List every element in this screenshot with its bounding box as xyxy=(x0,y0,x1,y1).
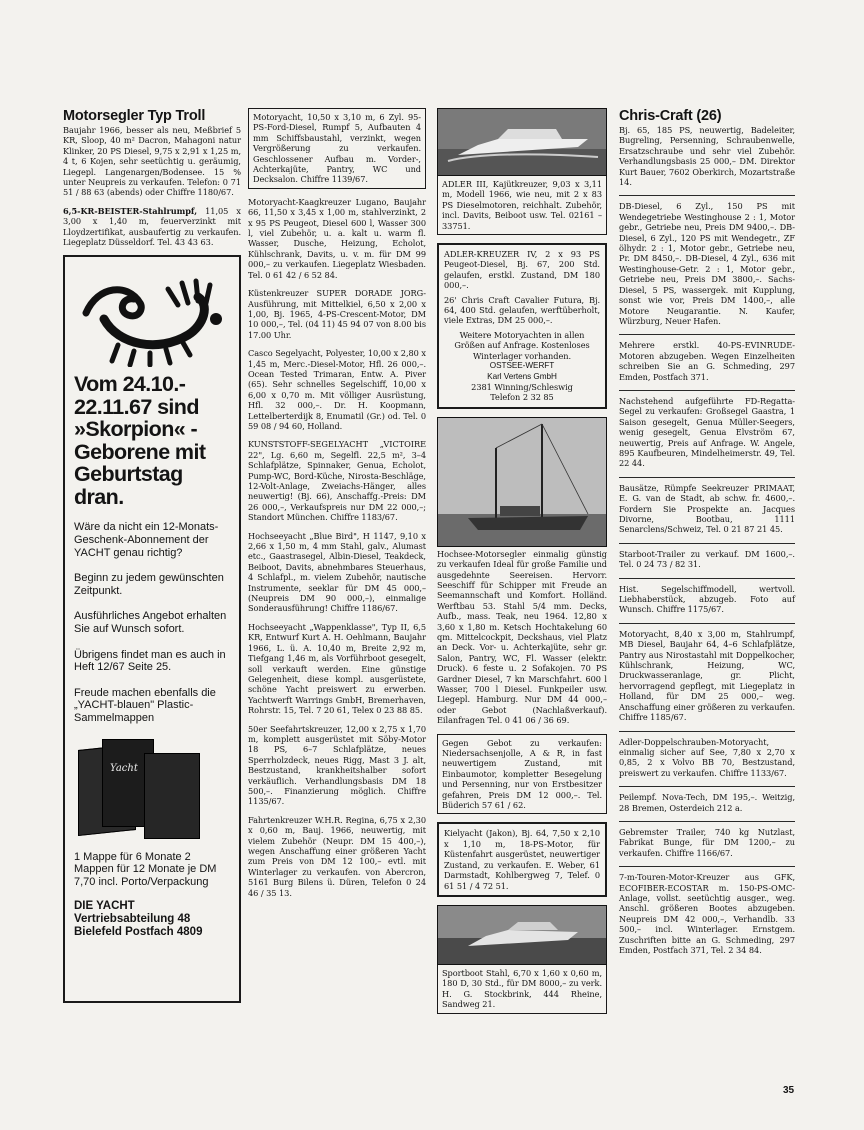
ad-peilempf: Peilempf. Nova-Tech, DM 195,–. Weitzig, 28 Bremen, Osterdeich 212 a. xyxy=(619,792,795,813)
ad-chris-craft-cavalier: 26' Chris Craft Cavalier Futura, Bj. 64, 400 Std. gelaufen, werftüberholt, viele Extras, DM 25 000,–. xyxy=(444,294,600,326)
ad-weitere-motoryachten: Weitere Motoryachten in allen Größen auf Anfrage. Kostenloses Winterlager vorhanden. xyxy=(454,329,590,361)
ad-chris-craft-26: Bj. 65, 185 PS, neuwertig, Badeleiter, Bugreling, Persenning, Schraubenwelle, Ersatzschraube und sehr viel Zubehör. Verhandlungsbasis 25 000,– DM. Direktor Kurt Bauer, 7602 Oberkirch, Mozartstraße 14. xyxy=(619,125,795,188)
column-1 xyxy=(63,108,241,1003)
divider xyxy=(619,731,795,732)
subscription-promo-box xyxy=(63,255,241,1003)
promo-text-1: Wäre da nicht ein 12-Monats-Geschenk-Abonnement der YACHT genau richtig? xyxy=(74,521,219,559)
ad-segelschiffmodell: Hist. Segelschiffmodell, wertvoll. Liebhaberstück, abzugeb. Foto auf Wunsch. Chiffre 1175/67. xyxy=(619,583,795,615)
column-2 xyxy=(248,108,426,906)
ad-hochsee-motorsegler: Hochsee-Motorsegler einmalig günstig zu verkaufen Ideal für große Familie und ausgedehnte Seereisen. Hervorr. Seeschiff für Schipper mit Freude an Seemannschaft und Komfort. Holländ. Werftbau 53. Stahl 5/4 mm. Decks, Aufb., mass. Teak, neu 1964. 12,80 x 3,60 x 1,80 m. Ketsch Hochtakelung 60 qm. Mittelcockpit, Deckshaus, viel Platz an Deck. Vor- u. Achterkajüte, sehr gr. Salon, Pantry, WC, Fl. Wasser (elektr. Druck). 6 feste u. 2 Sofakojen. 70 PS Gardner Diesel, 7 kn Marschfahrt. 600 l Wasser, 700 l Diesel. Funkpeiler usw. Liegepl. Hamburg. Nur DM 44 000,– oder Gebot (Nachlaßverkauf). Eilanfragen Tel. 0 41 06 / 36 69. xyxy=(437,548,607,726)
divider xyxy=(619,866,795,867)
ad-blue-bird: Hochseeyacht „Blue Bird", H 1147, 9,10 x 2,66 x 1,50 m, 4 mm Stahl, galv., Alumast etc., Gaastrasegel, Albin-Diesel, Teakdeck, Beiboot, Davits, abnehmbares Steuerhaus, 4 Schlafpl., m. vielem Zubehör, nautische Instrumente, seeklar für DM 45 000,– (Neupreis DM 90 000,–), einmalige Sonderausführung! Chiffre 1186/67. xyxy=(248,530,426,614)
ketch-photo-icon xyxy=(438,418,606,546)
heading-chris-craft: Chris-Craft (26) xyxy=(619,108,722,124)
ad-adler-iii: ADLER III, Kajütkreuzer, 9,03 x 3,11 m, Modell 1966, wie neu, mit 2 x 83 PS Dieselmotoren, reichhalt. Zubehör, incl. Davits, Beiboot usw. Tel. 02161 – 33751. xyxy=(437,176,607,235)
ad-niedersachsenjolle: Gegen Gebot zu verkaufen: Niedersachsenjolle, A & R, in fast neuwertigem Zustand, mit Einbaumotor, kompletter Besegelung und Persenning, nur von Erstbesitzer gefahren, Preis DM 12 000,–. Tel. Büderich 57 61 / 62. xyxy=(437,734,607,815)
ad-kaagkreuzer-lugano: Motoryacht-Kaagkreuzer Lugano, Baujahr 66, 11,50 x 3,45 x 1,00 m, stahlverzinkt, 2 x 95 PS Peugeot, Diesel 600 l, Wasser 300 l, viel Zubehör, u. a. kalt u. warm fl. Wasser, Dusche, Heizung, Echolot, Kühlschrank, Davits, u. v. m. für DM 99 000,– zu verkaufen. Liegeplatz Wiesbaden. Tel. 0 61 42 / 6 52 84. xyxy=(248,196,426,280)
divider xyxy=(619,786,795,787)
ad-adler-doppelschrauben: Adler-Doppelschrauben-Motoryacht, einmalig sicher auf See, 7,80 x 2,70 x 0,85, 2 x Volvo BB 70, Bestzustand, preiswert zu verkaufen. Chiffre 1133/67. xyxy=(619,736,795,778)
ad-touren-motor-kreuzer: 7-m-Touren-Motor-Kreuzer aus GFK, ECOFIBER-ECOSTAR m. 150-PS-OMC-Anlage, vollst. seetüchtig ausger., weg. Anschl. größeren Bootes abzugeben. Neupreis DM 42 000,–, Verhandlb. 33 500,– incl. Winterlager. Ernstgem. Zuschriften bitte an G. Schmeding, 297 Emden, Postfach 371, Tel. 2 34 84. xyxy=(619,872,795,955)
promo-headline: Vom 24.10.- 22.11.67 sind »Skorpion« -Geborene mit Geburtstag dran. xyxy=(74,372,206,509)
ad-motoryacht-stahlrumpf: Motoryacht, 8,40 x 3,00 m, Stahlrumpf, MB Diesel, Baujahr 64, 4–6 Schlafplätze, Pantry aus Nirostastahl mit Doppelkocher, Kühlschrank, Heizung, WC, Druckwasseranlage, gr. Plicht, hervorragend gepflegt, mit Liegeplatz in Holland, für DM 25 000,– weg. Anschaffung einer größeren zu verkaufen. Chiffre 1185/67. xyxy=(619,628,795,723)
ad-starboot-trailer: Starboot-Trailer zu verkauf. DM 1600,–. Tel. 0 24 73 / 82 31. xyxy=(619,548,795,570)
ad-motoryacht-ford: Motoryacht, 10,50 x 3,10 m, 6 Zyl. 95-PS-Ford-Diesel, Rumpf 5, Aufbauten 4 mm Schiffsbaustahl, verzinkt, wegen Vergrößerung zu verkaufen. Geschlossener Aufbau m. Vorder-, Achterkajüte, Pantry, WC und Decksalon. Chiffre 1139/67. xyxy=(248,108,426,189)
promo-text-2: Beginn zu jedem gewünschten Zeitpunkt. xyxy=(74,572,224,597)
divider xyxy=(619,578,795,579)
ad-beister-title: 6,5-KR-BEISTER-Stahlrumpf, xyxy=(63,205,198,216)
werft-tel: Telefon 2 32 85 xyxy=(490,392,554,403)
ad-db-diesel: DB-Diesel, 6 Zyl., 150 PS mit Wendegetriebe Westinghouse 2 : 1, Motor gebr., Getriebe neu, Preis DM 9400,–. DB-Diesel, 6 Zyl., 120 PS mit Wendegetr., ZF ölhydr. 2 : 1, Motor gebr., Getriebe neu, Pr. DM 8450,–. DB-Diesel, 4 Zyl., 636 mit Westinghouse-Getr. 2 : 1, Motor gebr., Getriebe neu, Preis DM 3800,–. Sachs-Diesel, 5 PS, wassergek. mit Kupplung, sonst wie vor, Preis DM 1400,–, alle Motore Neugarantie. N. Kaufer, Würzburg, Neuer Hafen. xyxy=(619,201,795,326)
promo-address: DIE YACHT Vertriebsabteilung 48 Bielefeld Postfach 4809 xyxy=(74,900,203,939)
ad-beister xyxy=(63,206,241,248)
divider xyxy=(619,477,795,478)
divider xyxy=(619,195,795,196)
ad-gebremster-trailer: Gebremster Trailer, 740 kg Nutzlast, Fabrikat Bunge, für DM 1200,– zu verkaufen. Chiffre 1166/67. xyxy=(619,826,795,858)
scorpion-logo-icon xyxy=(78,275,228,367)
ad-ostsee-werft xyxy=(437,243,607,409)
divider xyxy=(619,623,795,624)
divider xyxy=(619,543,795,544)
ad-bausaetze-primaat: Bausätze, Rümpfe Seekreuzer PRIMAAT, E. G. van de Stadt, ab schw. fr. 4600,–. Fordern Sie Prospekte an. Jacques Divorne, Bootbau, 1111 Senarclens/Schweiz, Tel. 0 21 87 21 45. xyxy=(619,482,795,535)
promo-text-3: Ausführliches Angebot erhalten Sie auf Wunsch sofort. xyxy=(74,610,227,636)
promo-text-5: Freude machen ebenfalls die „YACHT-blauen" Plastic-Sammelmappen xyxy=(74,686,216,724)
ad-fd-regatta-segel: Nachstehend aufgeführte FD-Regatta-Segel zu verkaufen: Großsegel Gaastra, 1 Saison gesegelt, Genua Müller-Seegers, wenig gesegelt, Genua Elvström 67, neuwertig, Preis auf Anfrage. W. Angele, 895 Kaufbeuren, Mindelheimerstr. 49, Tel. 22 44. xyxy=(619,395,795,469)
werft-company: Karl Vertens GmbH xyxy=(487,371,557,381)
binder-image xyxy=(74,733,230,841)
ad-troll: Baujahr 1966, besser als neu, Meßbrief 5 KR, Sloop, 40 m² Dacron, Mahagoni natur Klinker, 20 PS Diesel, 9,75 x 2,91 x 1,25 m, 4 t, 6 Kojen, sehr seetüchtig u. geräumig, Liegepl. Langenargen/Bodensee. 15 % unter Neupreis zu verkaufen. Telefon: 0 71 51 / 88 63 (abends) oder Chiffre 1180/67. xyxy=(63,125,241,198)
motorboat-photo-icon xyxy=(438,109,606,175)
ad-kielyacht-jakon: Kielyacht (Jakon), Bj. 64, 7,50 x 2,10 x 1,10 m, 18-PS-Motor, für Küstenfahrt ausgerüstet, neuwertiger Zustand, zu verkaufen. E. Weber, 61 Darmstadt, Kohlbergweg 7, Telef. 0 61 51 / 4 72 51. xyxy=(437,822,607,896)
ad-adler-iv: ADLER-KREUZER IV, 2 x 93 PS Peugeot-Diesel, Bj. 67, 200 Std. gelaufen, erstkl. Zustand, DM 180 000,–. xyxy=(444,249,600,291)
photo-hochsee-motorsegler xyxy=(437,417,607,547)
heading-motorsegler-troll: Motorsegler Typ Troll xyxy=(63,108,206,124)
ad-victoire-22: KUNSTSTOFF-SEGELYACHT „VICTOIRE 22", Lg. 6,60 m, Segelfl. 22,5 m², 3–4 Schlafplätze, Spinnaker, Genua, Echolot, Pump-WC, Bord-Küche, Nirosta-Beschläge, 12-Volt-Anlage, Zweiachs-Hänger, alles neuwertig! (Bj. 66), Anschaffg.-Preis: DM 26 000,–, Verkaufspreis nur DM 22 000,–; Standort München. Chiffre 1183/67. xyxy=(248,439,426,523)
binder-label: Yacht xyxy=(110,762,138,774)
ad-wappenklasse: Hochseeyacht „Wappenklasse", Typ II, 6,5 KR, Entwurf Kurt A. H. Oehlmann, Baujahr 1966, L. ü. A. 10,40 m, Breite 2,92 m, Tiefgang 1,46 m, als Vorführboot gesegelt, soll verkauft werden. Eine günstige Gelegenheit, diese kompl. ausgerüstete, schöne Yacht preiswert zu erwerben. Yachtwerft Warrings GmbH, Bremerhaven, Rohrstr. 15, Tel. 7 20 61, Telex 0 23 88 85. xyxy=(248,621,426,716)
promo-text-6: 1 Mappe für 6 Monate 2 Mappen für 12 Monate je DM 7,70 incl. Porto/Verpackung xyxy=(74,850,217,888)
sportboat-photo-icon xyxy=(438,906,606,964)
werft-city: 2381 Winning/Schleswig xyxy=(471,381,573,392)
divider xyxy=(619,390,795,391)
werft-name: OSTSEE-WERFT xyxy=(489,361,555,371)
column-3 xyxy=(437,108,607,1022)
ad-fahrtenkreuzer-regina: Fahrtenkreuzer W.H.R. Regina, 6,75 x 2,30 x 0,60 m, Bauj. 1966, neuwertig, mit vielem Zubehör (Neupr. DM 15 400,–), wegen Anschaffung einer größeren Yacht zum Preis von DM 12 100,– evtl. mit Winterlager zu verkaufen. von Abercron, 5161 Burg Bilens ü. Düren, Telefon 0 24 46 / 35 13. xyxy=(248,814,426,898)
photo-adler-iii xyxy=(437,108,607,176)
promo-text-4: Übrigens findet man es auch in Heft 12/67 Seite 25. xyxy=(74,648,226,674)
page-number: 35 xyxy=(783,1085,795,1096)
ad-kuestenkreuzer-dorade: Küstenkreuzer SUPER DORADE JORG-Ausführung, mit Mittelkiel, 6,50 x 2,00 x 1,00, Bj. 1965, 4-PS-Crescent-Motor, DM 10 000,–, Tel. (04 11) 45 94 07 von 8.00 bis 17.00 Uhr. xyxy=(248,288,426,340)
ad-casco-segelyacht: Casco Segelyacht, Polyester, 10,00 x 2,80 x 1,45 m, Merc.-Diesel-Motor, Hfl. 26 000,–. Ocean Tested Trimaran, Entw. A. Piver (65). Sehr schnelles Segelschiff, 10,00 x 6,00 x 0,70 m. Mit völliger Ausrüstung, Hfl. 32 000,–. Dr. H. Koopmann, Lettelberterdijk 8, Enumatil (Gr.) od. Tel. 0 59 08 / 94 60, Holland. xyxy=(248,348,426,431)
ad-sportboot-stahl: Sportboot Stahl, 6,70 x 1,60 x 0,60 m, 180 D, 30 Std., für DM 8000,– zu verk. H. G. Stockbrink, 444 Rheine, Sandweg 21. xyxy=(437,965,607,1014)
divider xyxy=(619,334,795,335)
column-4 xyxy=(619,108,795,963)
divider xyxy=(619,821,795,822)
ad-beister-body: 11,05 x 3,00 x 1,40 m, feuerverzinkt mit Lloydzertifikat, ausbaufertig zu verkaufen. Liegeplatz Düsseldorf. Tel. 43 43 63. xyxy=(63,205,241,248)
ad-seefahrtskreuzer: 50er Seefahrtskreuzer, 12,00 x 2,75 x 1,70 m, komplett ausgerüstet mit Söby-Motor 18 PS, 6–7 Schlafplätze, neues Sperrholzdeck, neues Rigg, Mast 3 J. alt, Bestzustand, krankheitshalber sofort verkäuflich. Verhandlungsbasis DM 18 500,–. Finanzierung möglich. Chiffre 1135/67. xyxy=(248,723,426,807)
photo-sportboot xyxy=(437,905,607,965)
ad-evinrude: Mehrere erstkl. 40-PS-EVINRUDE-Motoren abzugeben. Wegen Einzelheiten schreiben Sie an G. Schmeding, 297 Emden, Postfach 371. xyxy=(619,340,795,382)
